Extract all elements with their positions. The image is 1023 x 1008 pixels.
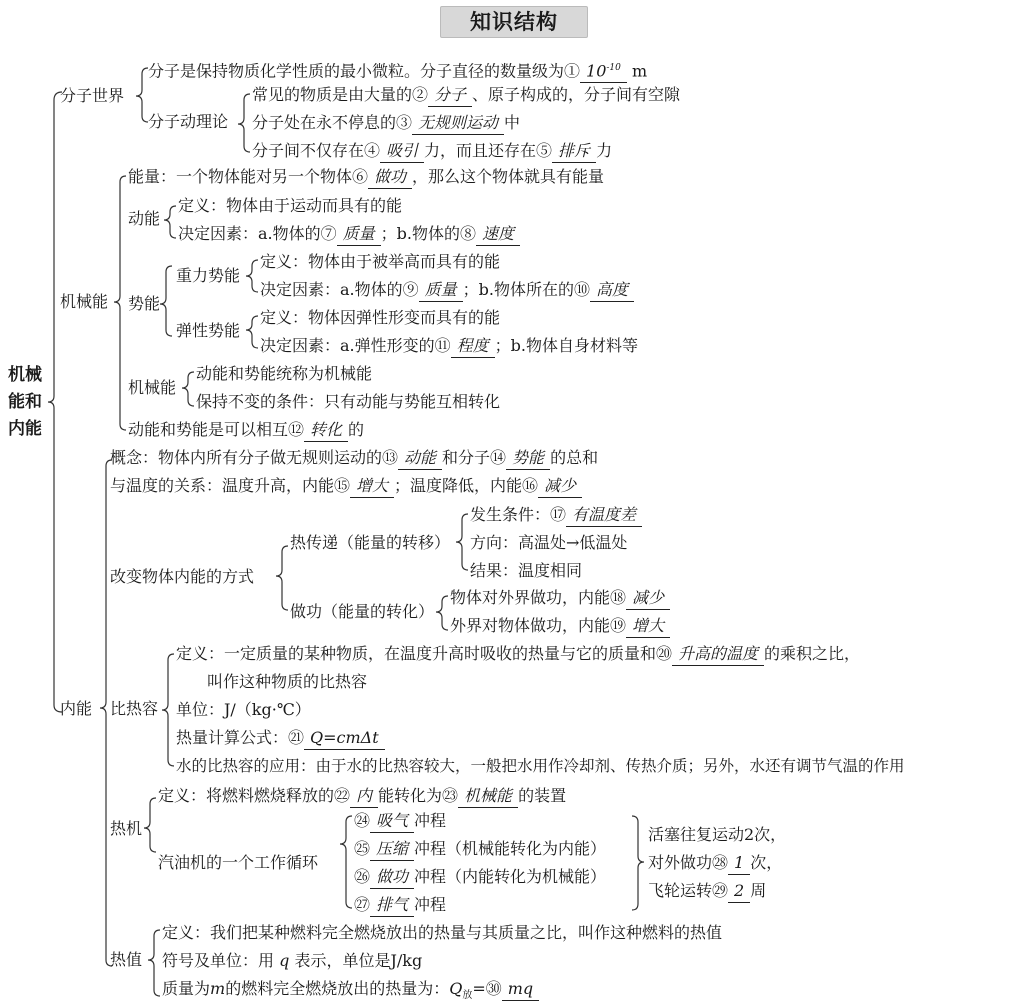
answer-1: $10^{-10}$ [580,57,627,83]
answer-17: 有温度差 [566,504,642,527]
kinetic-factor: 决定因素：a.物体的⑦ 质量 ；b.物体的⑧ 速度 [178,223,520,246]
brace-theory [238,94,250,152]
brace-gravity [246,260,258,292]
answer-13: 动能 [398,447,442,470]
brace-cycle [340,816,352,908]
answer-23: 机械能 [458,785,518,808]
brace-mechsub [182,372,194,406]
gravity-def: 定义：物体由于被举高而具有的能 [260,252,501,271]
work-item-1: 物体对外界做功，内能⑱ 减少 [450,587,670,610]
answer-27: 排气 [370,894,414,917]
shc-def-2: 叫作这种物质的比热容 [207,672,368,691]
answer-11: 程度 [451,335,495,358]
answer-8: 速度 [476,223,520,246]
shc-water: 水的比热容的应用：由于水的比热容较大，一般把水用作冷却剂、传热介质；另外，水还有调节气温的作用 [176,757,905,775]
brace-hv [148,930,160,996]
answer-14: 势能 [506,447,550,470]
shc-formula: 热量计算公式：㉑ Q=cmΔt [176,727,385,750]
stroke-4: ㉗ 排气 冲程 [354,894,446,917]
hv-heat: 质量为m的燃料完全燃烧放出的热量为：$Q_放=㉚$ mq [162,978,539,1007]
theory-label: 分子动理论 [148,112,229,131]
elastic-def: 定义：物体因弹性形变而具有的能 [260,308,501,327]
elastic-label: 弹性势能 [176,321,241,340]
answer-18: 减少 [626,587,670,610]
heat-transfer-label: 热传递（能量的转移） [290,533,451,552]
mech-item-1: 动能和势能统称为机械能 [196,364,373,383]
answer-22: 内 [350,785,378,808]
answer-15: 增大 [350,475,394,498]
answer-2: 分子 [428,84,472,107]
work-item-2: 外界对物体做功，内能⑲ 增大 [450,615,670,638]
answer-29: 2 [728,880,750,903]
brace-shc [162,654,174,766]
stroke-1: ㉔ 吸气 冲程 [354,810,446,833]
cycle-label: 汽油机的一个工作循环 [158,853,319,872]
brace-elastic [246,316,258,348]
brace-mech [114,176,126,430]
brace-molecule [136,68,148,122]
brace-potential [160,266,172,336]
theory-item-2: 分子处在永不停息的③ 无规则运动 中 [252,112,520,135]
molecule-size: 分子是保持物质化学性质的最小微粒。分子直径的数量级为① $10^{-10}$ m [148,57,647,83]
molecule-label: 分子世界 [60,86,125,105]
gravity-label: 重力势能 [176,266,241,285]
ht-result: 结果：温度相同 [470,561,583,580]
gravity-factor: 决定因素：a.物体的⑨ 质量 ；b.物体所在的⑩ 高度 [260,279,634,302]
ht-condition: 发生条件：⑰ 有温度差 [470,504,642,527]
shc-unit: 单位：J/（kg·℃） [176,700,311,719]
kinetic-label: 动能 [128,209,161,228]
hv-def: 定义：我们把某种燃料完全燃烧放出的热量与其质量之比，叫作这种燃料的热值 [162,923,723,942]
internal-concept: 概念：物体内所有分子做无规则运动的⑬ 动能 和分子⑭ 势能 的总和 [110,447,598,470]
hv-symbol: 符号及单位：用 q 表示，单位是J/kg [162,951,423,970]
stroke-2: ㉕ 压缩 冲程（机械能转化为内能） [354,838,606,861]
change-label: 改变物体内能的方式 [110,567,255,586]
answer-28: 1 [728,852,750,875]
mech-item-2: 保持不变的条件：只有动能与势能互相转化 [196,392,501,411]
answer-5: 排斥 [552,140,596,163]
cycle-result-3: 飞轮运转㉙ 2 周 [648,880,766,903]
answer-4: 吸引 [380,140,424,163]
cycle-result-2: 对外做功㉘ 1 次， [648,852,782,875]
hv-label: 热值 [110,950,143,969]
answer-25: 压缩 [370,838,414,861]
answer-26: 做功 [370,866,414,889]
page-title: 知识结构 [440,6,588,38]
answer-12: 转化 [304,419,348,442]
mech-label: 机械能 [60,292,109,311]
shc-label: 比热容 [110,699,159,718]
answer-16: 减少 [538,475,582,498]
answer-19: 增大 [626,615,670,638]
stroke-3: ㉖ 做功 冲程（内能转化为机械能） [354,866,606,889]
internal-temp: 与温度的关系：温度升高，内能⑮ 增大 ；温度降低，内能⑯ 减少 [110,475,582,498]
answer-10: 高度 [590,279,634,302]
brace-change [276,546,288,610]
brace-engine [144,798,156,852]
mech-conversion: 动能和势能是可以相互⑫ 转化 的 [128,419,364,442]
answer-7: 质量 [337,223,381,246]
theory-item-3: 分子间不仅存在④ 吸引 力，而且还存在⑤ 排斥 力 [252,140,612,163]
kinetic-def: 定义：物体由于运动而具有的能 [178,196,403,215]
brace-root [48,92,62,712]
shc-def: 定义：一定质量的某种物质，在温度升高时吸收的热量与它的质量和⑳ 升高的温度 的乘积之比， [176,643,860,666]
root-label: 机械 能和 内能 [8,365,42,439]
answer-9: 质量 [419,279,463,302]
brace-ht [456,514,468,570]
engine-label: 热机 [110,819,143,838]
answer-20: 升高的温度 [672,643,764,666]
answer-3: 无规则运动 [412,112,504,135]
ht-direction: 方向：高温处→低温处 [470,533,628,552]
internal-label: 内能 [60,699,93,718]
mech-sub-label: 机械能 [128,378,177,397]
answer-21: Q=cmΔt [304,727,385,750]
cycle-result-1: 活塞往复运动2次， [648,825,787,844]
brace-work [436,596,448,630]
elastic-factor: 决定因素：a.弹性形变的⑪ 程度 ；b.物体自身材料等 [260,335,638,358]
energy-def: 能量：一个物体能对另一个物体⑥ 做功 ，那么这个物体就具有能量 [128,166,604,189]
answer-6: 做功 [368,166,412,189]
theory-item-1: 常见的物质是由大量的② 分子 、原子构成的，分子间有空隙 [252,84,680,107]
answer-24: 吸气 [370,810,414,833]
work-label: 做功（能量的转化） [290,602,435,621]
brace-cycle-right [632,816,644,910]
answer-30: mq [502,978,539,1001]
engine-def: 定义：将燃料燃烧释放的㉒ 内 能转化为㉓ 机械能 的装置 [158,785,566,808]
brace-kinetic [164,206,176,238]
potential-label: 势能 [128,294,161,313]
